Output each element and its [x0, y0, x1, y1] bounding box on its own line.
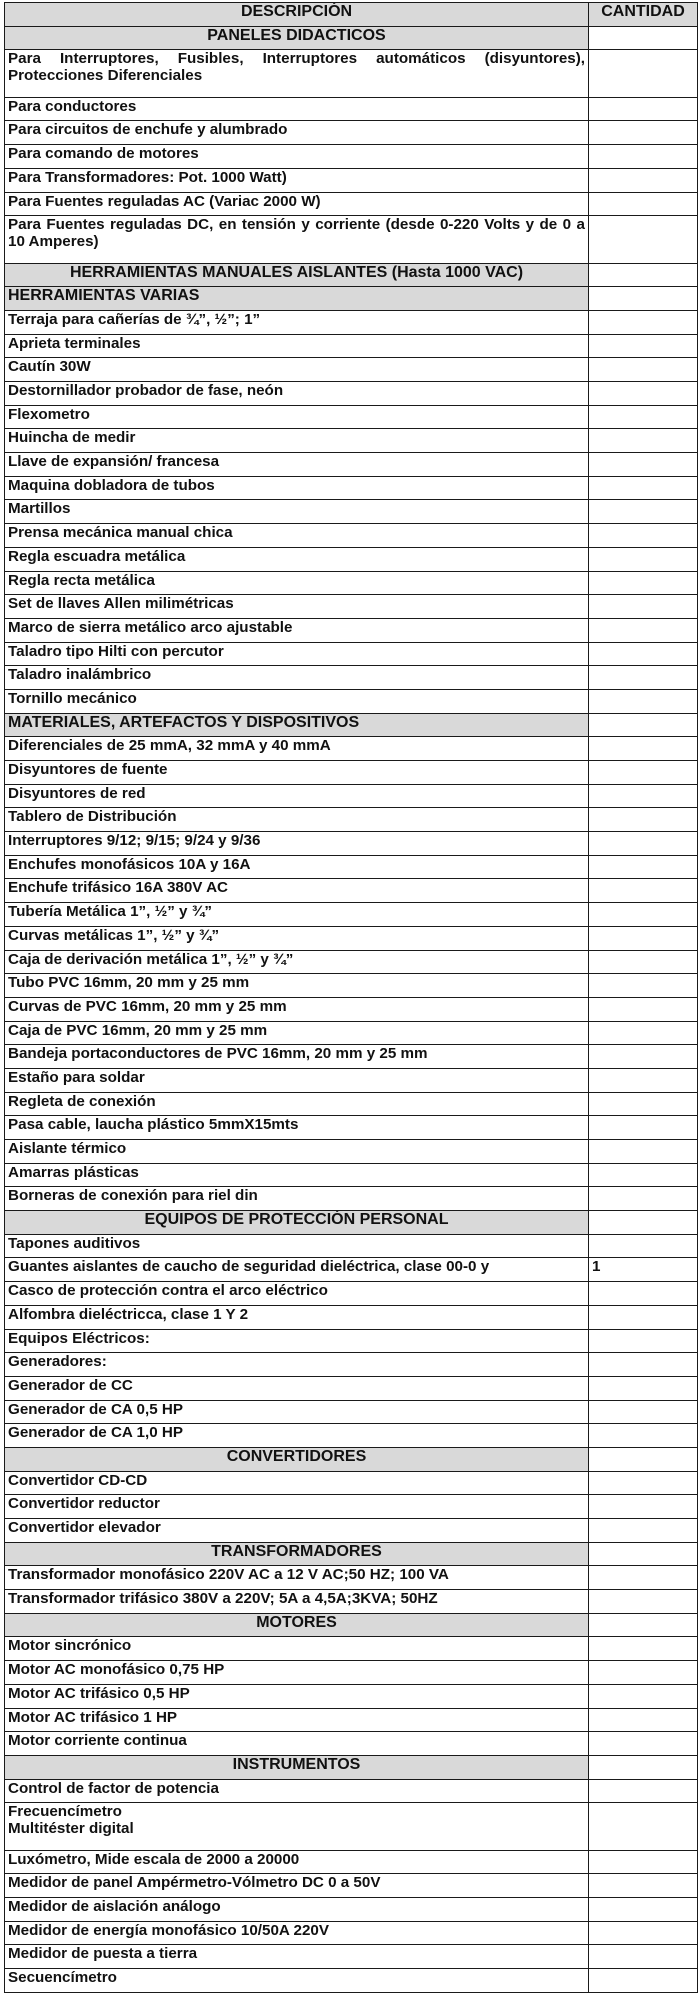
section-title: HERRAMIENTAS VARIAS: [5, 287, 589, 311]
table-row: [5, 1092, 698, 1116]
item-description: Para Fuentes reguladas AC (Variac 2000 W): [5, 192, 589, 216]
item-description: Aislante térmico: [5, 1140, 589, 1164]
table-row: [5, 334, 698, 358]
section-quantity-cell: [589, 1613, 698, 1637]
table-row: [5, 974, 698, 998]
section-row: [5, 1613, 698, 1637]
item-quantity: [589, 926, 698, 950]
item-quantity: [589, 405, 698, 429]
item-description: Medidor de aislación análogo: [5, 1898, 589, 1922]
item-quantity: [589, 1068, 698, 1092]
item-quantity: [589, 168, 698, 192]
section-quantity-cell: [589, 1755, 698, 1779]
item-quantity: [589, 832, 698, 856]
table-row: [5, 737, 698, 761]
item-description: Aprieta terminales: [5, 334, 589, 358]
item-description: Tapones auditivos: [5, 1234, 589, 1258]
item-quantity: [589, 1661, 698, 1685]
item-description: Disyuntores de red: [5, 784, 589, 808]
item-quantity: [589, 1282, 698, 1306]
item-quantity: [589, 1921, 698, 1945]
table-row: [5, 1684, 698, 1708]
table-row: [5, 192, 698, 216]
table-row: [5, 689, 698, 713]
table-row: [5, 1708, 698, 1732]
item-quantity: [589, 500, 698, 524]
item-description: Regla recta metálica: [5, 571, 589, 595]
item-description: Transformador monofásico 220V AC a 12 V AC;50 HZ; 100 VA: [5, 1566, 589, 1590]
item-description: Para comando de motores: [5, 145, 589, 169]
item-description: Tornillo mecánico: [5, 689, 589, 713]
section-quantity-cell: [589, 287, 698, 311]
item-description: Cautín 30W: [5, 358, 589, 382]
table-row: [5, 1969, 698, 1993]
table-row: [5, 453, 698, 477]
item-quantity: 1: [589, 1258, 698, 1282]
table-row: [5, 618, 698, 642]
item-quantity: [589, 808, 698, 832]
table-row: [5, 1424, 698, 1448]
item-description: Diferenciales de 25 mmA, 32 mmA y 40 mmA: [5, 737, 589, 761]
table-row: [5, 1187, 698, 1211]
item-description: Pasa cable, laucha plástico 5mmX15mts: [5, 1116, 589, 1140]
item-quantity: [589, 1234, 698, 1258]
item-description: Set de llaves Allen milimétricas: [5, 595, 589, 619]
section-row: [5, 287, 698, 311]
item-description: Taladro inalámbrico: [5, 666, 589, 690]
item-quantity: [589, 997, 698, 1021]
table-row: [5, 1140, 698, 1164]
table-row: [5, 1282, 698, 1306]
section-quantity-cell: [589, 1542, 698, 1566]
item-quantity: [589, 1874, 698, 1898]
item-quantity: [589, 1329, 698, 1353]
table-row: [5, 145, 698, 169]
item-description: Maquina dobladora de tubos: [5, 476, 589, 500]
table-row: [5, 97, 698, 121]
item-quantity: [589, 1471, 698, 1495]
item-description: Motor corriente continua: [5, 1732, 589, 1756]
table-row: [5, 1376, 698, 1400]
table-row: [5, 1850, 698, 1874]
item-description: Convertidor reductor: [5, 1495, 589, 1519]
equipment-table: [4, 2, 698, 1993]
item-description: Motor AC monofásico 0,75 HP: [5, 1661, 589, 1685]
section-title: TRANSFORMADORES: [5, 1542, 589, 1566]
item-quantity: [589, 1353, 698, 1377]
item-description: Curvas de PVC 16mm, 20 mm y 25 mm: [5, 997, 589, 1021]
item-description: Para conductores: [5, 97, 589, 121]
item-description: Motor AC trifásico 1 HP: [5, 1708, 589, 1732]
table-row: [5, 358, 698, 382]
section-title: MOTORES: [5, 1613, 589, 1637]
table-row: [5, 1637, 698, 1661]
item-quantity: [589, 737, 698, 761]
table-row: [5, 903, 698, 927]
item-description: Enchufes monofásicos 10A y 16A: [5, 855, 589, 879]
item-quantity: [589, 1850, 698, 1874]
item-quantity: [589, 1187, 698, 1211]
section-title: MATERIALES, ARTEFACTOS Y DISPOSITIVOS: [5, 713, 589, 737]
item-description: Convertidor CD-CD: [5, 1471, 589, 1495]
table-row: [5, 1874, 698, 1898]
item-quantity: [589, 666, 698, 690]
item-description: Medidor de panel Ampérmetro-Vólmetro DC 0 a 50V: [5, 1874, 589, 1898]
table-row: [5, 429, 698, 453]
table-row: [5, 1329, 698, 1353]
table-row: [5, 642, 698, 666]
column-header-cantidad: CANTIDAD: [589, 3, 698, 27]
table-row: [5, 1045, 698, 1069]
item-quantity: [589, 1400, 698, 1424]
item-quantity: [589, 1945, 698, 1969]
item-quantity: [589, 855, 698, 879]
table-row: [5, 1590, 698, 1614]
section-quantity-cell: [589, 1211, 698, 1235]
item-quantity: [589, 642, 698, 666]
table-row: [5, 216, 698, 263]
item-description: Borneras de conexión para riel din: [5, 1187, 589, 1211]
item-quantity: [589, 97, 698, 121]
table-row: [5, 1163, 698, 1187]
item-description: Generador de CC: [5, 1376, 589, 1400]
item-quantity: [589, 784, 698, 808]
table-row: [5, 1400, 698, 1424]
item-description: Casco de protección contra el arco eléctrico: [5, 1282, 589, 1306]
item-description: Flexometro: [5, 405, 589, 429]
item-quantity: [589, 1140, 698, 1164]
item-description: Marco de sierra metálico arco ajustable: [5, 618, 589, 642]
item-quantity: [589, 1116, 698, 1140]
section-quantity-cell: [589, 26, 698, 50]
table-row: [5, 1732, 698, 1756]
item-quantity: [589, 595, 698, 619]
item-quantity: [589, 1519, 698, 1543]
table-row: [5, 1661, 698, 1685]
item-description: Control de factor de potencia: [5, 1779, 589, 1803]
item-quantity: [589, 1045, 698, 1069]
section-row: [5, 1211, 698, 1235]
item-description: Para circuitos de enchufe y alumbrado: [5, 121, 589, 145]
section-quantity-cell: [589, 713, 698, 737]
section-title: CONVERTIDORES: [5, 1447, 589, 1471]
table-row: [5, 1258, 698, 1282]
item-quantity: [589, 382, 698, 406]
item-description: Prensa mecánica manual chica: [5, 524, 589, 548]
item-quantity: [589, 1590, 698, 1614]
table-row: [5, 1234, 698, 1258]
item-quantity: [589, 950, 698, 974]
item-description: Destornillador probador de fase, neón: [5, 382, 589, 406]
item-quantity: [589, 1803, 698, 1850]
item-description: Regleta de conexión: [5, 1092, 589, 1116]
table-row: [5, 761, 698, 785]
item-description: Estaño para soldar: [5, 1068, 589, 1092]
item-quantity: [589, 547, 698, 571]
item-quantity: [589, 1424, 698, 1448]
item-quantity: [589, 192, 698, 216]
item-description: Generador de CA 0,5 HP: [5, 1400, 589, 1424]
table-row: [5, 1495, 698, 1519]
table-row: [5, 405, 698, 429]
table-row: [5, 1305, 698, 1329]
section-row: [5, 1755, 698, 1779]
item-quantity: [589, 121, 698, 145]
item-quantity: [589, 1969, 698, 1993]
table-row: [5, 524, 698, 548]
table-row: [5, 879, 698, 903]
table-row: [5, 476, 698, 500]
item-quantity: [589, 1732, 698, 1756]
item-quantity: [589, 974, 698, 998]
item-description: Generadores:: [5, 1353, 589, 1377]
table-row: [5, 595, 698, 619]
section-title: HERRAMIENTAS MANUALES AISLANTES (Hasta 1000 VAC): [5, 263, 589, 287]
item-quantity: [589, 1684, 698, 1708]
item-description: Tablero de Distribución: [5, 808, 589, 832]
table-row: [5, 808, 698, 832]
table-row: [5, 997, 698, 1021]
table-row: [5, 1021, 698, 1045]
table-row: [5, 832, 698, 856]
table-row: [5, 121, 698, 145]
item-description: Motor AC trifásico 0,5 HP: [5, 1684, 589, 1708]
header-row: [5, 3, 698, 27]
item-quantity: [589, 524, 698, 548]
item-quantity: [589, 1495, 698, 1519]
table-row: [5, 1566, 698, 1590]
item-description: Luxómetro, Mide escala de 2000 a 20000: [5, 1850, 589, 1874]
item-quantity: [589, 334, 698, 358]
section-title: INSTRUMENTOS: [5, 1755, 589, 1779]
item-quantity: [589, 429, 698, 453]
item-description: Medidor de puesta a tierra: [5, 1945, 589, 1969]
table-row: [5, 1519, 698, 1543]
table-row: [5, 1898, 698, 1922]
table-body: [5, 3, 698, 1993]
item-quantity: [589, 571, 698, 595]
item-quantity: [589, 1163, 698, 1187]
item-quantity: [589, 1637, 698, 1661]
section-row: [5, 263, 698, 287]
item-quantity: [589, 1305, 698, 1329]
item-description: Alfombra dieléctricca, clase 1 Y 2: [5, 1305, 589, 1329]
section-quantity-cell: [589, 263, 698, 287]
item-description: Secuencímetro: [5, 1969, 589, 1993]
item-quantity: [589, 1708, 698, 1732]
table-row: [5, 1921, 698, 1945]
item-description: Regla escuadra metálica: [5, 547, 589, 571]
item-description: Transformador trifásico 380V a 220V; 5A a 4,5A;3KVA; 50HZ: [5, 1590, 589, 1614]
item-description: Terraja para cañerías de ¾”, ½”; 1”: [5, 310, 589, 334]
item-description: Enchufe trifásico 16A 380V AC: [5, 879, 589, 903]
item-description: Generador de CA 1,0 HP: [5, 1424, 589, 1448]
item-description: Para Fuentes reguladas DC, en tensión y corriente (desde 0-220 Volts y de 0 a 10 Amperes): [5, 216, 589, 263]
item-quantity: [589, 453, 698, 477]
column-header-descripcion: DESCRIPCIÓN: [5, 3, 589, 27]
table-row: [5, 1945, 698, 1969]
item-quantity: [589, 1898, 698, 1922]
table-row: [5, 784, 698, 808]
table-row: [5, 855, 698, 879]
item-quantity: [589, 761, 698, 785]
item-quantity: [589, 879, 698, 903]
item-quantity: [589, 689, 698, 713]
item-description: Guantes aislantes de caucho de seguridad dieléctrica, clase 00-0 y: [5, 1258, 589, 1282]
item-description: Curvas metálicas 1”, ½” y ¾”: [5, 926, 589, 950]
item-description: Caja de PVC 16mm, 20 mm y 25 mm: [5, 1021, 589, 1045]
item-quantity: [589, 476, 698, 500]
table-row: [5, 310, 698, 334]
table-row: [5, 571, 698, 595]
item-description: Para Transformadores: Pot. 1000 Watt): [5, 168, 589, 192]
item-quantity: [589, 50, 698, 97]
table-row: [5, 1779, 698, 1803]
table-row: [5, 500, 698, 524]
item-description: Disyuntores de fuente: [5, 761, 589, 785]
item-description: Llave de expansión/ francesa: [5, 453, 589, 477]
section-title: EQUIPOS DE PROTECCIÓN PERSONAL: [5, 1211, 589, 1235]
table-row: [5, 547, 698, 571]
table-row: [5, 1068, 698, 1092]
item-description: Martillos: [5, 500, 589, 524]
table-row: [5, 1803, 698, 1850]
item-description: Caja de derivación metálica 1”, ½” y ¾”: [5, 950, 589, 974]
item-description: Convertidor elevador: [5, 1519, 589, 1543]
item-quantity: [589, 903, 698, 927]
item-description: Medidor de energía monofásico 10/50A 220V: [5, 1921, 589, 1945]
item-description: Tubo PVC 16mm, 20 mm y 25 mm: [5, 974, 589, 998]
item-description: Para Interruptores, Fusibles, Interruptores automáticos (disyuntores), Protecciones Diferenciales: [5, 50, 589, 97]
item-description: Equipos Eléctricos:: [5, 1329, 589, 1353]
item-quantity: [589, 310, 698, 334]
item-description: Motor sincrónico: [5, 1637, 589, 1661]
item-description: Huincha de medir: [5, 429, 589, 453]
item-quantity: [589, 1092, 698, 1116]
table-row: [5, 168, 698, 192]
section-quantity-cell: [589, 1447, 698, 1471]
section-title: PANELES DIDACTICOS: [5, 26, 589, 50]
section-row: [5, 1447, 698, 1471]
table-row: [5, 666, 698, 690]
table-row: [5, 1353, 698, 1377]
table-row: [5, 50, 698, 97]
table-row: [5, 382, 698, 406]
item-description: Bandeja portaconductores de PVC 16mm, 20 mm y 25 mm: [5, 1045, 589, 1069]
item-quantity: [589, 1779, 698, 1803]
section-row: [5, 713, 698, 737]
item-description: Interruptores 9/12; 9/15; 9/24 y 9/36: [5, 832, 589, 856]
item-quantity: [589, 1021, 698, 1045]
item-quantity: [589, 1376, 698, 1400]
item-description: Taladro tipo Hilti con percutor: [5, 642, 589, 666]
table-row: [5, 1116, 698, 1140]
section-row: [5, 1542, 698, 1566]
item-description: Amarras plásticas: [5, 1163, 589, 1187]
item-quantity: [589, 1566, 698, 1590]
item-quantity: [589, 145, 698, 169]
item-description: Frecuencímetro Multitéster digital: [5, 1803, 589, 1850]
section-row: [5, 26, 698, 50]
item-quantity: [589, 358, 698, 382]
item-quantity: [589, 618, 698, 642]
item-description: Tubería Metálica 1”, ½” y ¾”: [5, 903, 589, 927]
item-quantity: [589, 216, 698, 263]
table-row: [5, 1471, 698, 1495]
table-row: [5, 950, 698, 974]
table-row: [5, 926, 698, 950]
